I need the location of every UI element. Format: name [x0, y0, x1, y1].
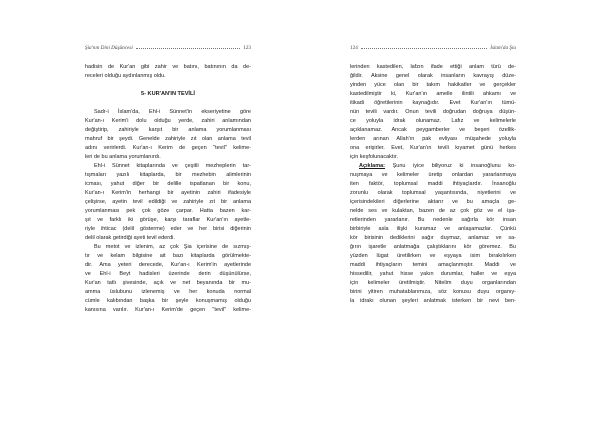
blank-line: [85, 81, 251, 90]
text-line: tışmaları yazılı kitaplarda, bir mezhebin alimlerinin: [85, 172, 251, 178]
text-line: birbiriyle asla ilişki kuramaz ve anlaşamazlar. Çünkü: [350, 226, 516, 232]
text-line: ce yoluyla idrak olunamaz. Lafız ve kelimelerle: [350, 118, 516, 124]
text-line: cümle kalıbından başka bir şeyle konuşmamış olduğu: [85, 298, 251, 304]
text-line: kör birisinin dediklerini sağır duymaz, anlamaz ve sa-: [350, 235, 516, 241]
text-line: iten faktör, toplumsal maddi ihtiyaçlardır. İnsanoğlu: [350, 181, 516, 187]
text-line: açıklanamaz. Ancak peygamberler ve beşeri özellik-: [350, 127, 516, 133]
text-line: [350, 162, 516, 171]
text-line: maddi ihtiyaçların temini amaçlanmıştır. Maddi ve: [350, 262, 516, 268]
left-running-head: [85, 43, 251, 53]
left-page-number: 123: [243, 45, 251, 51]
text-line: nuşmaya ve kelimeler üretip onlardan yararlanmaya: [350, 172, 516, 178]
text-line: ve Ehl-i Beyt hadisleri üzerinde derin düşünülürse,: [85, 271, 251, 277]
text-line: yinden yüce olan bir takım hakikatler ve gerçekler: [350, 82, 516, 88]
right-running-head: [350, 43, 516, 53]
text-line: için kelimeler üretilmiştir. Nitelim duyu organlarından: [350, 280, 516, 286]
text-line: ğildir. Aksine genel olarak insanların kavrayış düze-: [350, 73, 516, 79]
section-heading: 5- KUR'AN'IN TEVİLİ: [141, 91, 195, 97]
text-line: nelde ses ve kulaktan, bazen de az çok göz ve el işa-: [350, 208, 516, 214]
text-line: Sadr-i İslam'da, Ehl-i Sünnet'in ekseriyetine göre: [94, 109, 251, 115]
text-line: birini yitiren muhatablarımıza, söz konusu duyu organıy-: [350, 289, 516, 295]
text-line: hadisin de Kur'an gibi zahir ve batını, batınının da de-: [85, 64, 251, 70]
text-fragment: Şunu iyice biliyoruz ki insanoğlunu ko-: [385, 163, 516, 169]
text-line: Kur'an-ı Kerim'i dolu olduğu yerde, zahiri anlamından: [85, 118, 251, 124]
right-body-text: [350, 63, 516, 306]
text-line: Ehl-i Sünnet kitaplarında ve çeşitli mezheplerin tar-: [94, 163, 251, 169]
left-body-text: [85, 63, 251, 315]
blank-line: [85, 99, 251, 108]
text-line: yorumlanması pek çok göze çarpar. Hatta bazen kar-: [85, 208, 251, 214]
right-page: [300, 0, 600, 424]
text-line: lerinden kastedilen, lafzın ifade ettiği anlam türü de-: [350, 64, 516, 70]
text-line: hissedilir, yahut hisse yakın durumlar, haller ve eşya: [350, 271, 516, 277]
text-line: leri de bu anlama yorumlanırdı.: [85, 154, 161, 160]
left-header-title: Şia'nın Dini Düşüncesi: [85, 45, 133, 51]
header-dotted-rule: [136, 48, 240, 49]
text-line: şıt ve farklı iki görüşe, karşı taraflar Kur'an'ın ayetle-: [85, 217, 251, 223]
text-line: Kur'an tatlı şivesinde, açık ve net beyanında bir mu-: [85, 280, 251, 286]
text-line: Kur'an-ı Kerim'in herhangi bir ayetinin zahiri ifadesiyle: [85, 190, 251, 196]
text-line: kanısına varılır. Kur'an-ı Kerim'de geçen "tevil" kelime-: [85, 307, 251, 313]
text-line: nün tevili vardır. Onun tevili doğrudan doğruya düşün-: [350, 109, 516, 115]
text-line: kastedilmiştir ki, Kur'an'ın amelle ilintili ahkamı ve: [350, 91, 516, 97]
header-dotted-rule: [361, 48, 487, 49]
text-line: değiştirip, zahiriyle karşıt bir anlama yorumlanması: [85, 127, 251, 133]
right-header-title: İslam'da Şia: [490, 45, 516, 51]
text-line: tır ve kelam bilgisine ait bazı kitaplarda görülmekte-: [85, 253, 251, 259]
text-line: icması, yahut diğer bir delille ispatlanan bir konu,: [85, 181, 251, 187]
text-line: retlerinden yararlanır. Bu nedenle sağırla kör insan: [350, 217, 516, 223]
text-line: itikadi öğretilerinin kaynağıdır. Evet Kur'an'ın tümü-: [350, 100, 516, 106]
text-line: adını verirlerdi. Kur'an-ı Kerim de geçen "tevil" kelime-: [85, 145, 251, 151]
text-line: için keşfolunacaktır.: [350, 154, 398, 160]
text-line: çelişirse, ayetin tevil edildiği ve zahiriyle zıt bir anlama: [85, 199, 251, 205]
text-line: amma üslubunu izlenemiş ve her konuda normal: [85, 289, 251, 295]
text-line: içerisindekileri diğerlerine aktarır ve bu amaçla ge-: [350, 199, 516, 205]
text-line: ona erişirler. Evet, Kur'an'ın tevili kıyamet günü herkes: [350, 145, 516, 151]
right-page-number: 124: [350, 45, 358, 51]
text-line: Bu metot ve izlenim, az çok Şia içerisine de sızmış-: [94, 244, 251, 250]
text-line: yüzden lügat üretilirken ve eşyaya isim bırakılırken: [350, 253, 516, 259]
explanation-term: Açıklama:: [359, 163, 385, 169]
text-line: delil olarak getirdiği ayeti tevil ederdi.: [85, 235, 175, 241]
text-line: mahruf bir şeydi. Genelde zahiriyle zıt olan anlama tevil: [85, 136, 251, 142]
text-line: zorunlu olarak toplumsal yaşantısında, niyetlerini ve: [350, 190, 516, 196]
text-line: dir. Ama yeteri derecede, Kur'an-ı Kerim'in ayetlerinde: [85, 262, 251, 268]
text-line: receleri olduğu aydınlanmış oldu.: [85, 73, 166, 79]
text-line: lerden arınan Allah'ın pak evliyası müşahede yoluyla: [350, 136, 516, 142]
text-line: ğırın işaretle anlatmağa çalıştıklarını kör göremez. Bu: [350, 244, 516, 250]
text-line: la idrakı olunan şeyleri anlatmak isterken bir nevi ben-: [350, 298, 516, 304]
text-line: riyle ihticac (delil gösterme) eder ve her birisi diğerinin: [85, 226, 251, 232]
